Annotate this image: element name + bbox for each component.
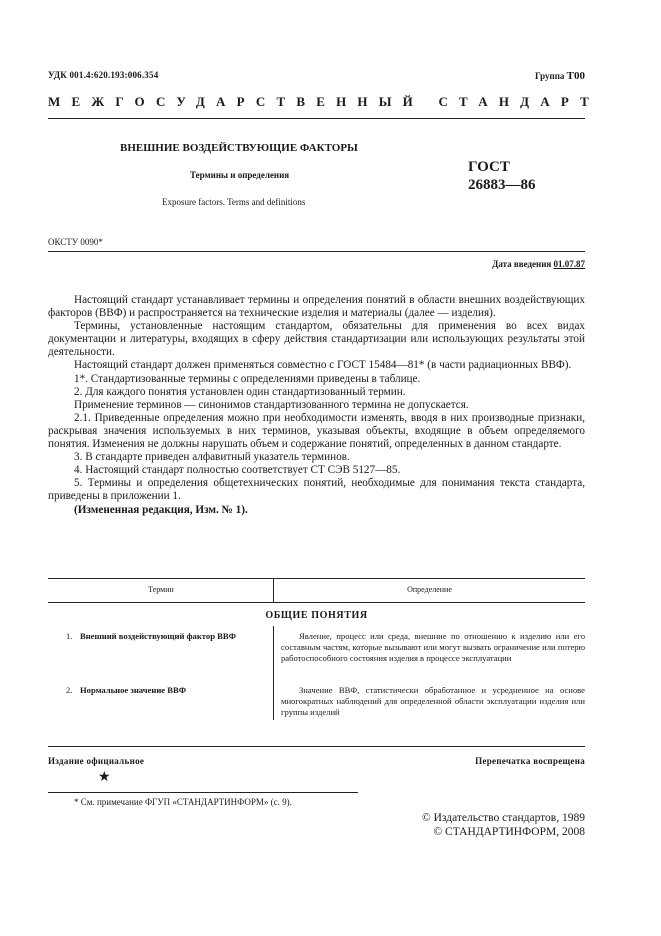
meta-rule bbox=[48, 251, 585, 252]
table-row-term bbox=[66, 631, 256, 642]
column-divider bbox=[273, 578, 274, 602]
amendment-note: (Измененная редакция, Изм. № 1). bbox=[74, 503, 248, 516]
column-header-definition: Определение bbox=[407, 585, 452, 594]
paragraph: 3. В стандарте приведен алфавитный указатель терминов. bbox=[74, 451, 350, 464]
okstu-code: ОКСТУ 0090* bbox=[48, 237, 103, 247]
paragraph: Настоящий стандарт должен применяться совместно с ГОСТ 15484—81* (в части радиационных ВВФ). bbox=[74, 359, 572, 372]
paragraph: 5. Термины и определения общетехнических понятий, необходимые для понимания текста стандарта, приведены в приложении 1. bbox=[48, 477, 585, 503]
term-name: Внешний воздействующий фактор ВВФ bbox=[80, 631, 236, 641]
star-icon: ★ bbox=[98, 770, 111, 785]
effective-date bbox=[492, 259, 585, 269]
copyright-line: © СТАНДАРТИНФОРМ, 2008 bbox=[433, 826, 585, 838]
column-header-term: Термин bbox=[148, 585, 174, 594]
english-title: Exposure factors. Terms and definitions bbox=[162, 197, 306, 207]
body-text bbox=[48, 294, 585, 517]
footer-rule bbox=[48, 746, 585, 747]
gost-label: ГОСТ bbox=[468, 159, 510, 175]
effective-date-value: 01.07.87 bbox=[553, 259, 585, 269]
group-label: Группа bbox=[534, 71, 565, 81]
term-number: 2. bbox=[66, 685, 73, 695]
paragraph: 4. Настоящий стандарт полностью соответствует СТ СЭВ 5127—85. bbox=[74, 464, 401, 477]
table-row-term bbox=[66, 685, 256, 696]
reprint-notice: Перепечатка воспрещена bbox=[475, 756, 585, 766]
udk-code: УДК 001.4:620.193:006.354 bbox=[48, 70, 159, 80]
group-code bbox=[535, 70, 585, 82]
table-row-definition: Значение ВВФ, статистически обработанное и усредненное на основе многократных наблюдений для определенной области эксплуатации изделия или группы изделий bbox=[281, 685, 585, 717]
table-row-definition: Явление, процесс или среда, внешние по отношению к изделию или его составным частям, которые вызывают или могут вызвать ограничение или потерю работоспособного состояния изделия в процессе эксплуатации bbox=[281, 631, 585, 663]
paragraph: Настоящий стандарт устанавливает термины и определения понятий в области внешних воздействующих факторов (ВВФ) и распространяется на технические изделия и материалы (далее — изделия). bbox=[48, 294, 585, 320]
table-header bbox=[48, 578, 585, 602]
term-number: 1. bbox=[66, 631, 73, 641]
paragraph: Термины, установленные настоящим стандартом, обязательны для применения во всех видах документации и литературы, входящих в сферу действия стандартизации или использующих результаты этой деятельности. bbox=[48, 320, 585, 359]
table-header-rule bbox=[48, 602, 585, 603]
paragraph: 2. Для каждого понятия установлен один стандартизованный термин. bbox=[74, 385, 406, 398]
gost-designation bbox=[468, 158, 536, 194]
gost-number: 26883—86 bbox=[468, 177, 536, 193]
document-title: ВНЕШНИЕ ВОЗДЕЙСТВУЮЩИЕ ФАКТОРЫ bbox=[120, 142, 358, 154]
copyright-line: © Издательство стандартов, 1989 bbox=[421, 812, 585, 824]
effective-date-label: Дата введения bbox=[492, 259, 552, 269]
section-heading: ОБЩИЕ ПОНЯТИЯ bbox=[265, 610, 368, 621]
paragraph: 2.1. Приведенные определения можно при необходимости изменять, вводя в них производные признаки, раскрывая значения используемых в них терминов, указывая объекты, входящие в объем определяемого понятия. Изменения не должны нарушать объем и содержание понятий, определенных в данном стандарте. bbox=[48, 411, 585, 451]
header-rule bbox=[48, 118, 585, 119]
group-value: Т00 bbox=[566, 70, 585, 82]
standard-banner: МЕЖГОСУДАРСТВЕННЫЙ СТАНДАРТ bbox=[48, 94, 601, 109]
column-divider bbox=[273, 626, 274, 720]
paragraph: 1*. Стандартизованные термины с определениями приведены в таблице. bbox=[74, 372, 421, 385]
term-name: Нормальное значение ВВФ bbox=[80, 685, 187, 695]
footnote: * См. примечание ФГУП «СТАНДАРТИНФОРМ» (с. 9). bbox=[74, 797, 292, 807]
edition-label: Издание официальное bbox=[48, 756, 145, 766]
paragraph: Применение терминов — синонимов стандартизованного термина не допускается. bbox=[74, 398, 469, 411]
footnote-rule bbox=[48, 792, 358, 793]
document-subtitle: Термины и определения bbox=[190, 170, 290, 180]
